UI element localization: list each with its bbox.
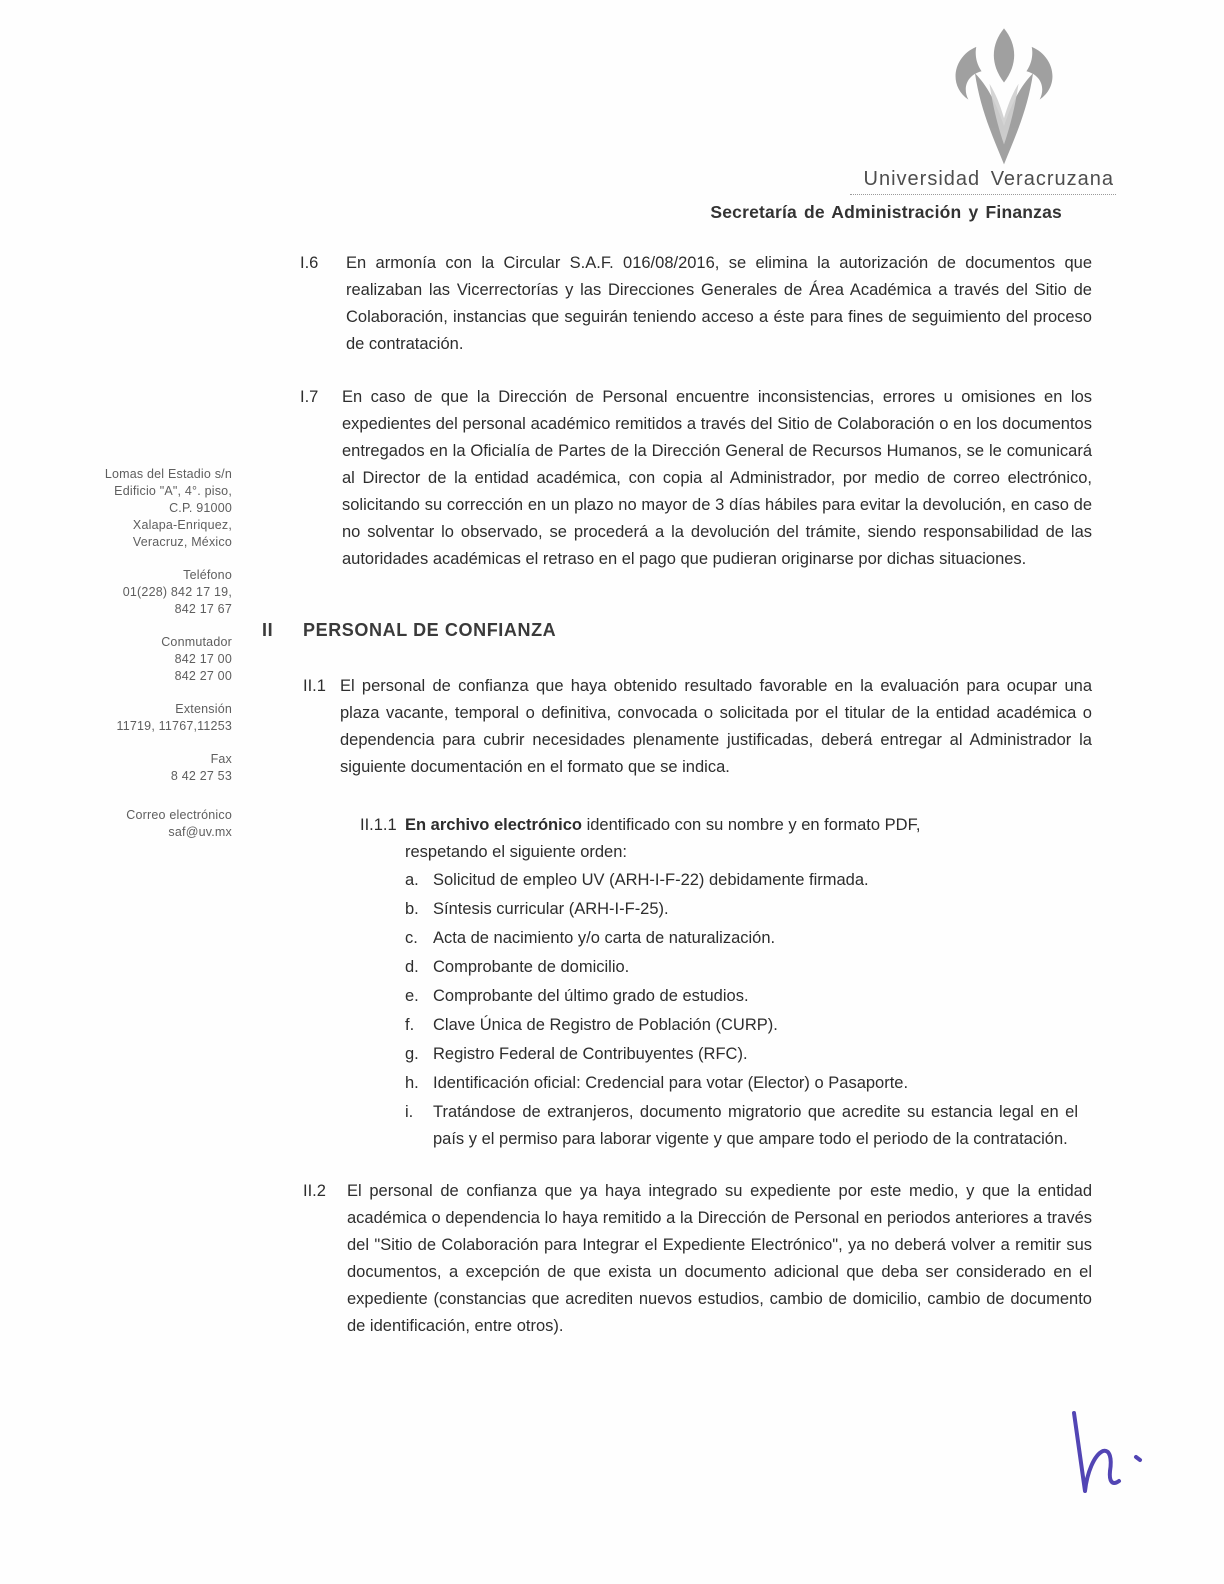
list-item — [405, 925, 1092, 952]
phone-block — [78, 567, 232, 618]
clause-II11-line2: respetando el siguiente orden: — [405, 843, 627, 861]
clause-II11 — [360, 812, 1092, 1153]
section-title: PERSONAL DE CONFIANZA — [303, 620, 557, 640]
clause-text: El personal de confianza que haya obtenido resultado favorable en la evaluación para ocupar una plaza vacante, temporal o definitiva, convocada o solicitada por el titular de la entidad académica o dependencia para cubrir necesidades plenamente justificadas, deberá entregar al Administrador la siguiente documentación en el formato que se indica. — [340, 677, 1092, 776]
extension-label: Extensión — [175, 702, 232, 716]
list-text: Comprobante del último grado de estudios. — [433, 987, 749, 1005]
email-label: Correo electrónico — [126, 808, 232, 822]
list-text: Clave Única de Registro de Población (CURP). — [433, 1016, 778, 1034]
clause-number: II.1 — [303, 677, 326, 695]
list-item — [405, 1099, 1092, 1153]
address-block — [78, 466, 232, 551]
clause-I7 — [300, 384, 1092, 573]
fax-block — [78, 751, 232, 785]
switchboard-line: 842 27 00 — [174, 669, 232, 683]
list-letter: e. — [405, 987, 419, 1005]
clause-lead-text — [405, 812, 920, 839]
list-letter: c. — [405, 929, 418, 947]
list-item — [405, 983, 1092, 1010]
list-text: Acta de nacimiento y/o carta de naturalización. — [433, 929, 776, 947]
clause-text: En armonía con la Circular S.A.F. 016/08/2016, se elimina la autorización de documentos que realizaban las Vicerrectorías y las Direcciones Generales de Área Académica a través del Sitio de Colaboración, instancias que seguirán teniendo acceso a éste para fines de seguimiento del proceso de contratación. — [346, 254, 1092, 353]
fax-line: 8 42 27 53 — [170, 769, 232, 783]
list-letter: f. — [405, 1016, 415, 1034]
switchboard-label: Conmutador — [161, 635, 232, 649]
department-name: Secretaría de Administración y Finanzas — [710, 202, 1062, 222]
phone-line: 01(228) 842 17 19, — [122, 585, 232, 599]
phone-label: Teléfono — [183, 568, 232, 582]
email-address: saf@uv.mx — [168, 825, 232, 839]
extension-block — [78, 701, 232, 735]
list-letter: d. — [405, 958, 419, 976]
list-text: Comprobante de domicilio. — [433, 958, 630, 976]
list-text: Registro Federal de Contribuyentes (RFC). — [433, 1045, 748, 1063]
list-item — [405, 1041, 1092, 1068]
document-requirements-list — [405, 867, 1092, 1153]
switchboard-block — [78, 634, 232, 685]
list-item — [405, 1012, 1092, 1039]
address-line: Veracruz, México — [132, 535, 232, 549]
clause-number: I.7 — [300, 388, 319, 406]
handwritten-ink-mark — [1052, 1405, 1148, 1527]
list-item — [405, 1070, 1092, 1097]
extension-line: 11719, 11767,11253 — [116, 719, 232, 733]
list-item — [405, 954, 1092, 981]
list-item — [405, 896, 1092, 923]
list-text: Solicitud de empleo UV (ARH-I-F-22) debidamente firmada. — [433, 871, 869, 889]
document-body — [262, 250, 1092, 1340]
list-letter: h. — [405, 1074, 419, 1092]
phone-line: 842 17 67 — [174, 602, 232, 616]
clause-I6 — [300, 250, 1092, 358]
address-line: C.P. 91000 — [169, 501, 232, 515]
list-text: Tratándose de extranjeros, documento migratorio que acredite su estancia legal en el país y el permiso para laborar vigente y que ampare todo el periodo de la contratación. — [433, 1103, 1078, 1148]
clause-II1 — [303, 673, 1092, 781]
clause-II11-lead — [360, 812, 1092, 839]
list-letter: i. — [405, 1103, 414, 1121]
section-II-heading — [262, 617, 1092, 644]
clause-text: En caso de que la Dirección de Personal encuentre inconsistencias, errores u omisiones en los expedientes del personal académico remitidos a través del Sitio de Colaboración o en los documentos entregados en la Oficialía de Partes de la Dirección General de Recursos Humanos, se le comunicará al Director de la entidad académica, con copia al Administrador, por medio de correo electrónico, solicitando su corrección en un plazo no mayor de 3 días hábiles para evitar la devolución, en caso de no solventar lo observado, se procederá a la devolución del trámite, siendo responsabilidad de las autoridades académicas el retraso en el pago que pudieran originarse por dichas situaciones. — [342, 388, 1092, 568]
list-letter: g. — [405, 1045, 419, 1063]
clause-number: II.1.1 — [360, 816, 397, 834]
switchboard-line: 842 17 00 — [174, 652, 232, 666]
address-line: Xalapa-Enriquez, — [132, 518, 232, 532]
clause-lead-rest: identificado con su nombre y en formato PDF, — [581, 816, 921, 834]
email-block — [78, 807, 232, 841]
address-line: Edificio "A", 4°. piso, — [114, 484, 232, 498]
list-text: Síntesis curricular (ARH-I-F-25). — [433, 900, 669, 918]
list-letter: a. — [405, 871, 419, 889]
list-text: Identificación oficial: Credencial para votar (Elector) o Pasaporte. — [433, 1074, 909, 1092]
uv-fleur-de-lis-logo-icon — [938, 28, 1070, 166]
fax-label: Fax — [210, 752, 232, 766]
clause-text: El personal de confianza que ya haya integrado su expediente por este medio, y que la entidad académica o dependencia lo haya remitido a la Dirección de Personal en periodos anteriores a través del "Sitio de Colaboración para Integrar el Expediente Electrónico", ya no deberá volver a remitir sus documentos, a excepción de que exista un documento adicional que deba ser considerado en el expediente (constancias que acrediten nuevos estudios, cambio de domicilio, cambio de documento de identificación, entre otros). — [347, 1182, 1092, 1335]
address-line: Lomas del Estadio s/n — [104, 467, 232, 481]
clause-number: II.2 — [303, 1182, 326, 1200]
list-letter: b. — [405, 900, 419, 918]
list-item — [405, 867, 1092, 894]
clause-lead-bold: En archivo electrónico — [405, 816, 582, 834]
clause-II2 — [303, 1178, 1092, 1340]
clause-number: I.6 — [300, 254, 319, 272]
contact-sidebar — [78, 466, 232, 857]
section-number: II — [262, 620, 274, 640]
university-name: Universidad Veracruzana — [850, 168, 1116, 195]
